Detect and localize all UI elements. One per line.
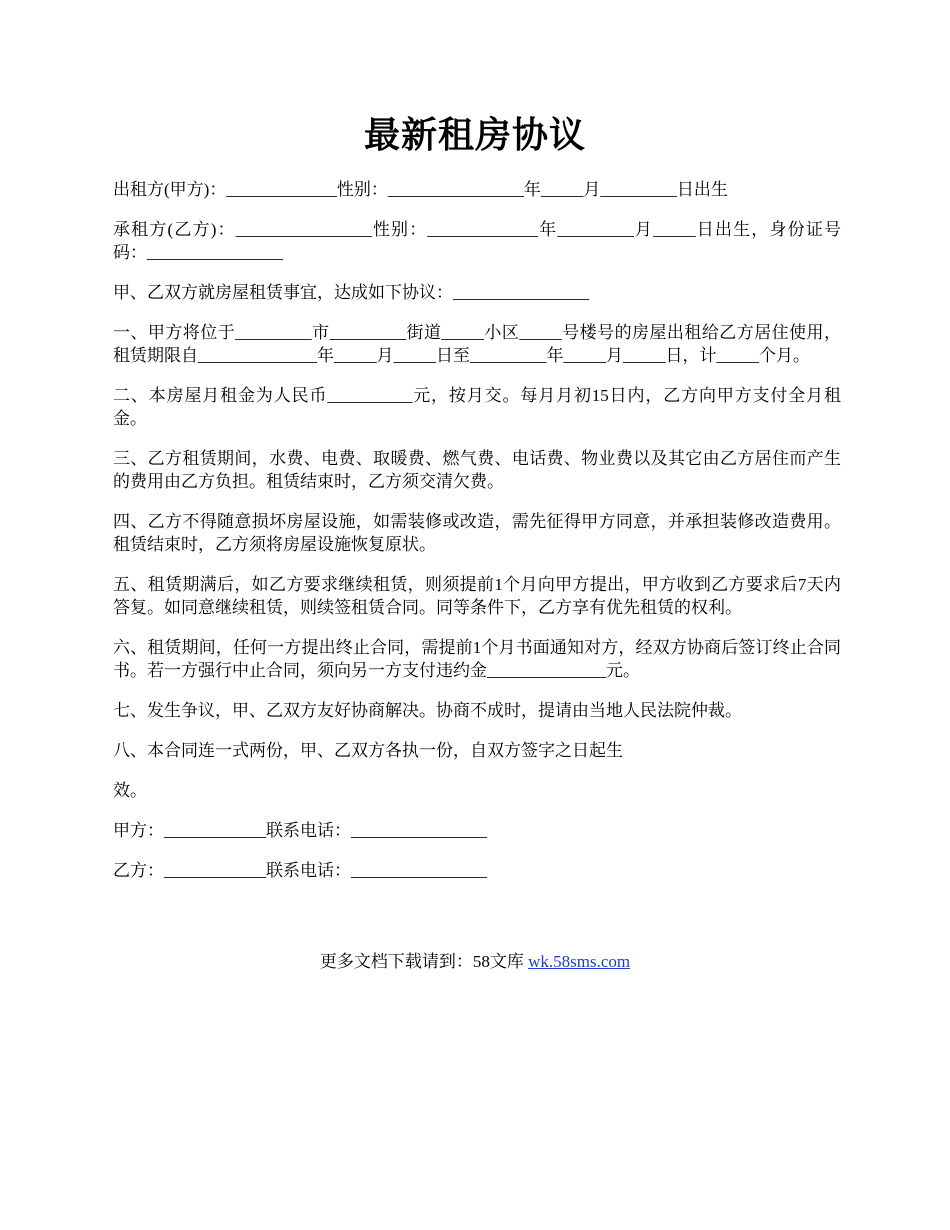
document-body (113, 178, 841, 899)
paragraph-lessor-info: 出租方(甲方)：_____________性别：________________年_____月_________日出生 (113, 180, 728, 199)
document-title: 最新租房协议 (363, 115, 586, 156)
paragraph-clause-3: 三、乙方租赁期间，水费、电费、取暖费、燃气费、电话费、物业费以及其它由乙方居住而产生的费用由乙方负担。租赁结束时，乙方须交清欠费。 (113, 449, 841, 491)
paragraph-clause-5: 五、租赁期满后，如乙方要求继续租赁，则须提前1个月向甲方提出，甲方收到乙方要求后7天内答复。如同意继续租赁，则续签租赁合同。同等条件下，乙方享有优先租赁的权利。 (113, 575, 841, 617)
paragraph-clause-4: 四、乙方不得随意损坏房屋设施，如需装修或改造，需先征得甲方同意，并承担装修改造费用。租赁结束时，乙方须将房屋设施恢复原状。 (113, 512, 841, 554)
paragraph-agreement-intro: 甲、乙双方就房屋租赁事宜，达成如下协议：________________ (113, 283, 589, 302)
footer-link[interactable]: wk.58sms.com (528, 952, 631, 971)
footer-prefix-text: 更多文档下载请到：58文库 (319, 952, 529, 971)
footer-download-note (0, 950, 950, 973)
paragraph-lessee-info: 承租方(乙方)：________________性别：_____________年_________月_____日出生，身份证号码：________________ (113, 220, 841, 262)
paragraph-clause-8: 八、本合同连一式两份，甲、乙双方各执一份，自双方签字之日起生 (113, 741, 623, 760)
paragraph-signature-party-a: 甲方：____________联系电话：________________ (113, 821, 487, 840)
paragraph-signature-party-b: 乙方：____________联系电话：________________ (113, 861, 487, 880)
paragraph-clause-2: 二、本房屋月租金为人民币__________元，按月交。每月月初15日内，乙方向甲方支付全月租金。 (113, 386, 841, 428)
paragraph-clause-7: 七、发生争议，甲、乙双方友好协商解决。协商不成时，提请由当地人民法院仲裁。 (113, 701, 742, 720)
paragraph-clause-1: 一、甲方将位于_________市_________街道_____小区_____号楼号的房屋出租给乙方居住使用，租赁期限自______________年_____月_____日至_________年_____月_____日，计_____个月。 (113, 323, 841, 365)
paragraph-clause-6: 六、租赁期间，任何一方提出终止合同，需提前1个月书面通知对方，经双方协商后签订终止合同书。若一方强行中止合同，须向另一方支付违约金______________元。 (113, 638, 841, 680)
paragraph-clause-8-end: 效。 (113, 781, 147, 800)
